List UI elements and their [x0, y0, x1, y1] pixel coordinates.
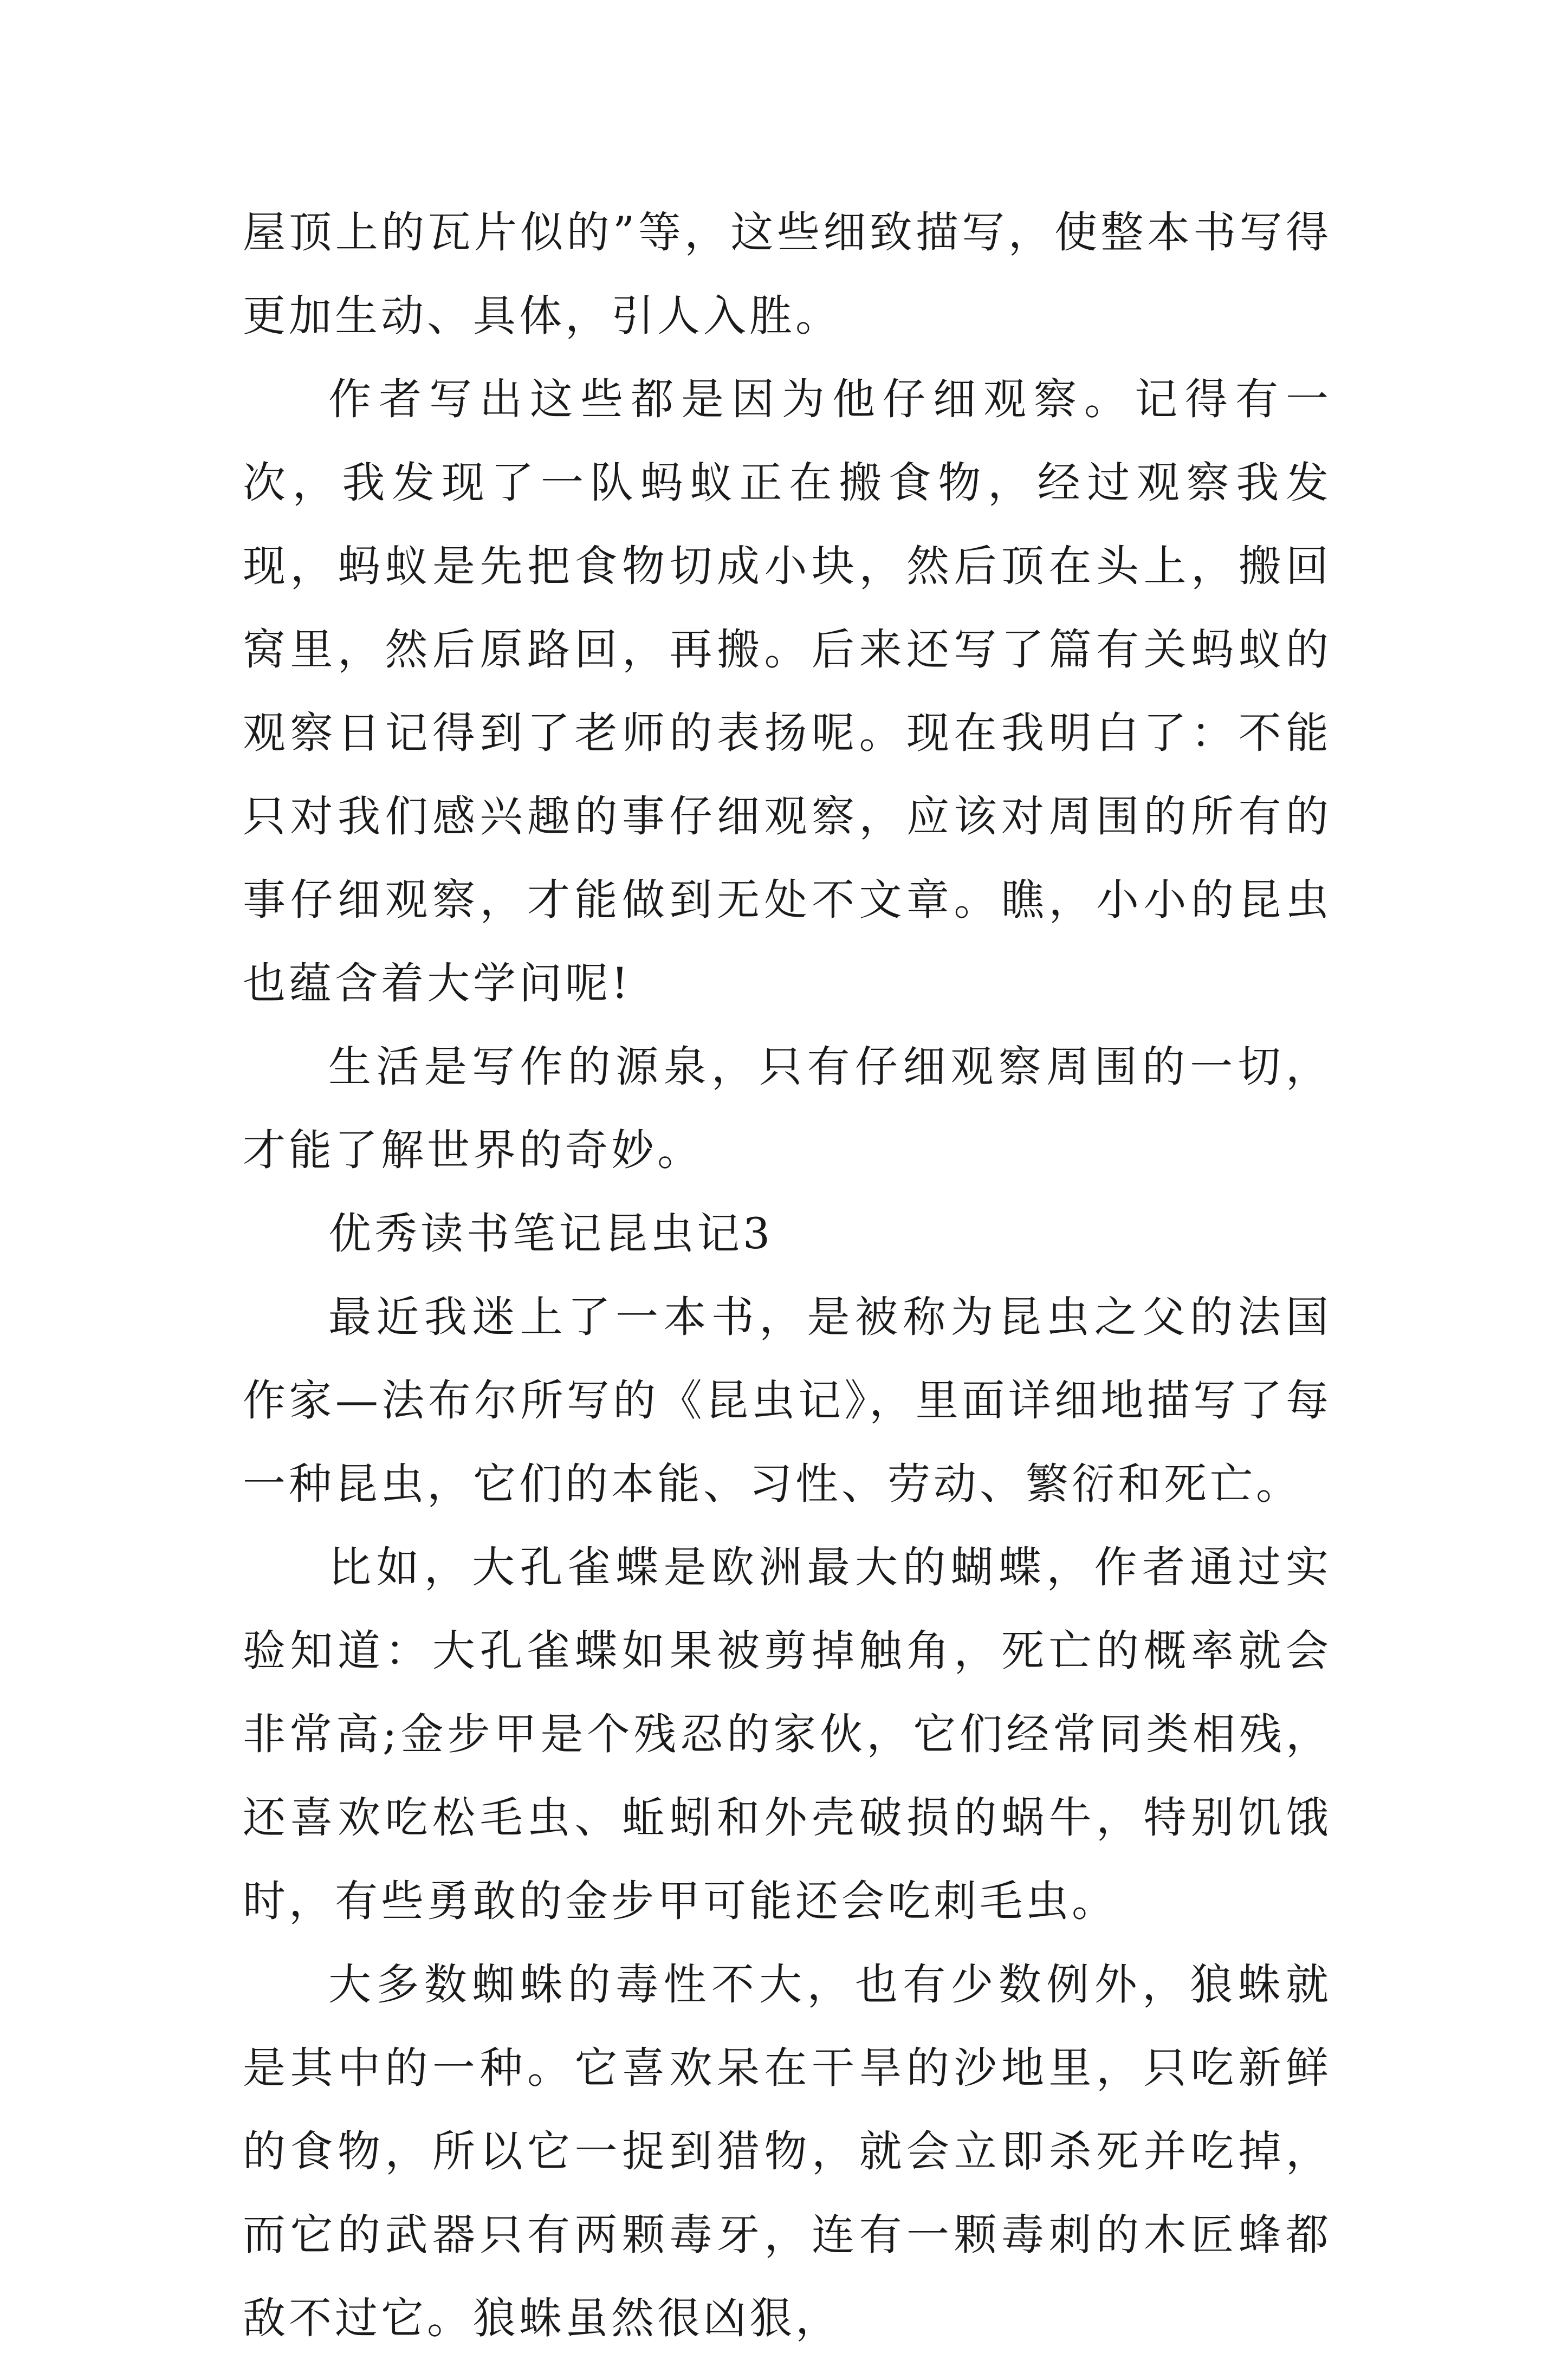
- section-heading: 优秀读书笔记昆虫记3: [328, 1209, 774, 1259]
- paragraph-4: 最近我迷上了一本书，是被称为昆虫之父的法国作家—法布尔所写的《昆虫记》，里面详细地描写了每一种昆虫，它们的本能、习性、劳动、繁衍和死亡。: [243, 1292, 1332, 1509]
- paragraph-6: 大多数蜘蛛的毒性不大，也有少数例外，狼蛛就是其中的一种。它喜欢呆在干旱的沙地里，只吃新鲜的食物，所以它一捉到猎物，就会立即杀死并吃掉，而它的武器只有两颗毒牙，连有一颗毒刺的木匠蜂都敌不过它。狼蛛虽然很凶狠，: [243, 1960, 1332, 2343]
- document-body: [243, 191, 1332, 2360]
- paragraph-2: 作者写出这些都是因为他仔细观察。记得有一次，我发现了一队蚂蚁正在搬食物，经过观察我发现，蚂蚁是先把食物切成小块，然后顶在头上，搬回窝里，然后原路回，再搬。后来还写了篇有关蚂蚁的观察日记得到了老师的表扬呢。现在我明白了：不能只对我们感兴趣的事仔细观察，应该对周围的所有的事仔细观察，才能做到无处不文章。瞧，小小的昆虫也蕴含着大学问呢!: [243, 374, 1332, 1008]
- paragraph-5: 比如，大孔雀蝶是欧洲最大的蝴蝶，作者通过实验知道：大孔雀蝶如果被剪掉触角，死亡的概率就会非常高;金步甲是个残忍的家伙，它们经常同类相残，还喜欢吃松毛虫、蚯蚓和外壳破损的蜗牛，特别饥饿时，有些勇敢的金步甲可能还会吃刺毛虫。: [243, 1542, 1332, 1926]
- paragraph-1: 屋顶上的瓦片似的”等，这些细致描写，使整本书写得更加生动、具体，引人入胜。: [243, 208, 1332, 341]
- paragraph-3: 生活是写作的源泉，只有仔细观察周围的一切，才能了解世界的奇妙。: [243, 1042, 1332, 1175]
